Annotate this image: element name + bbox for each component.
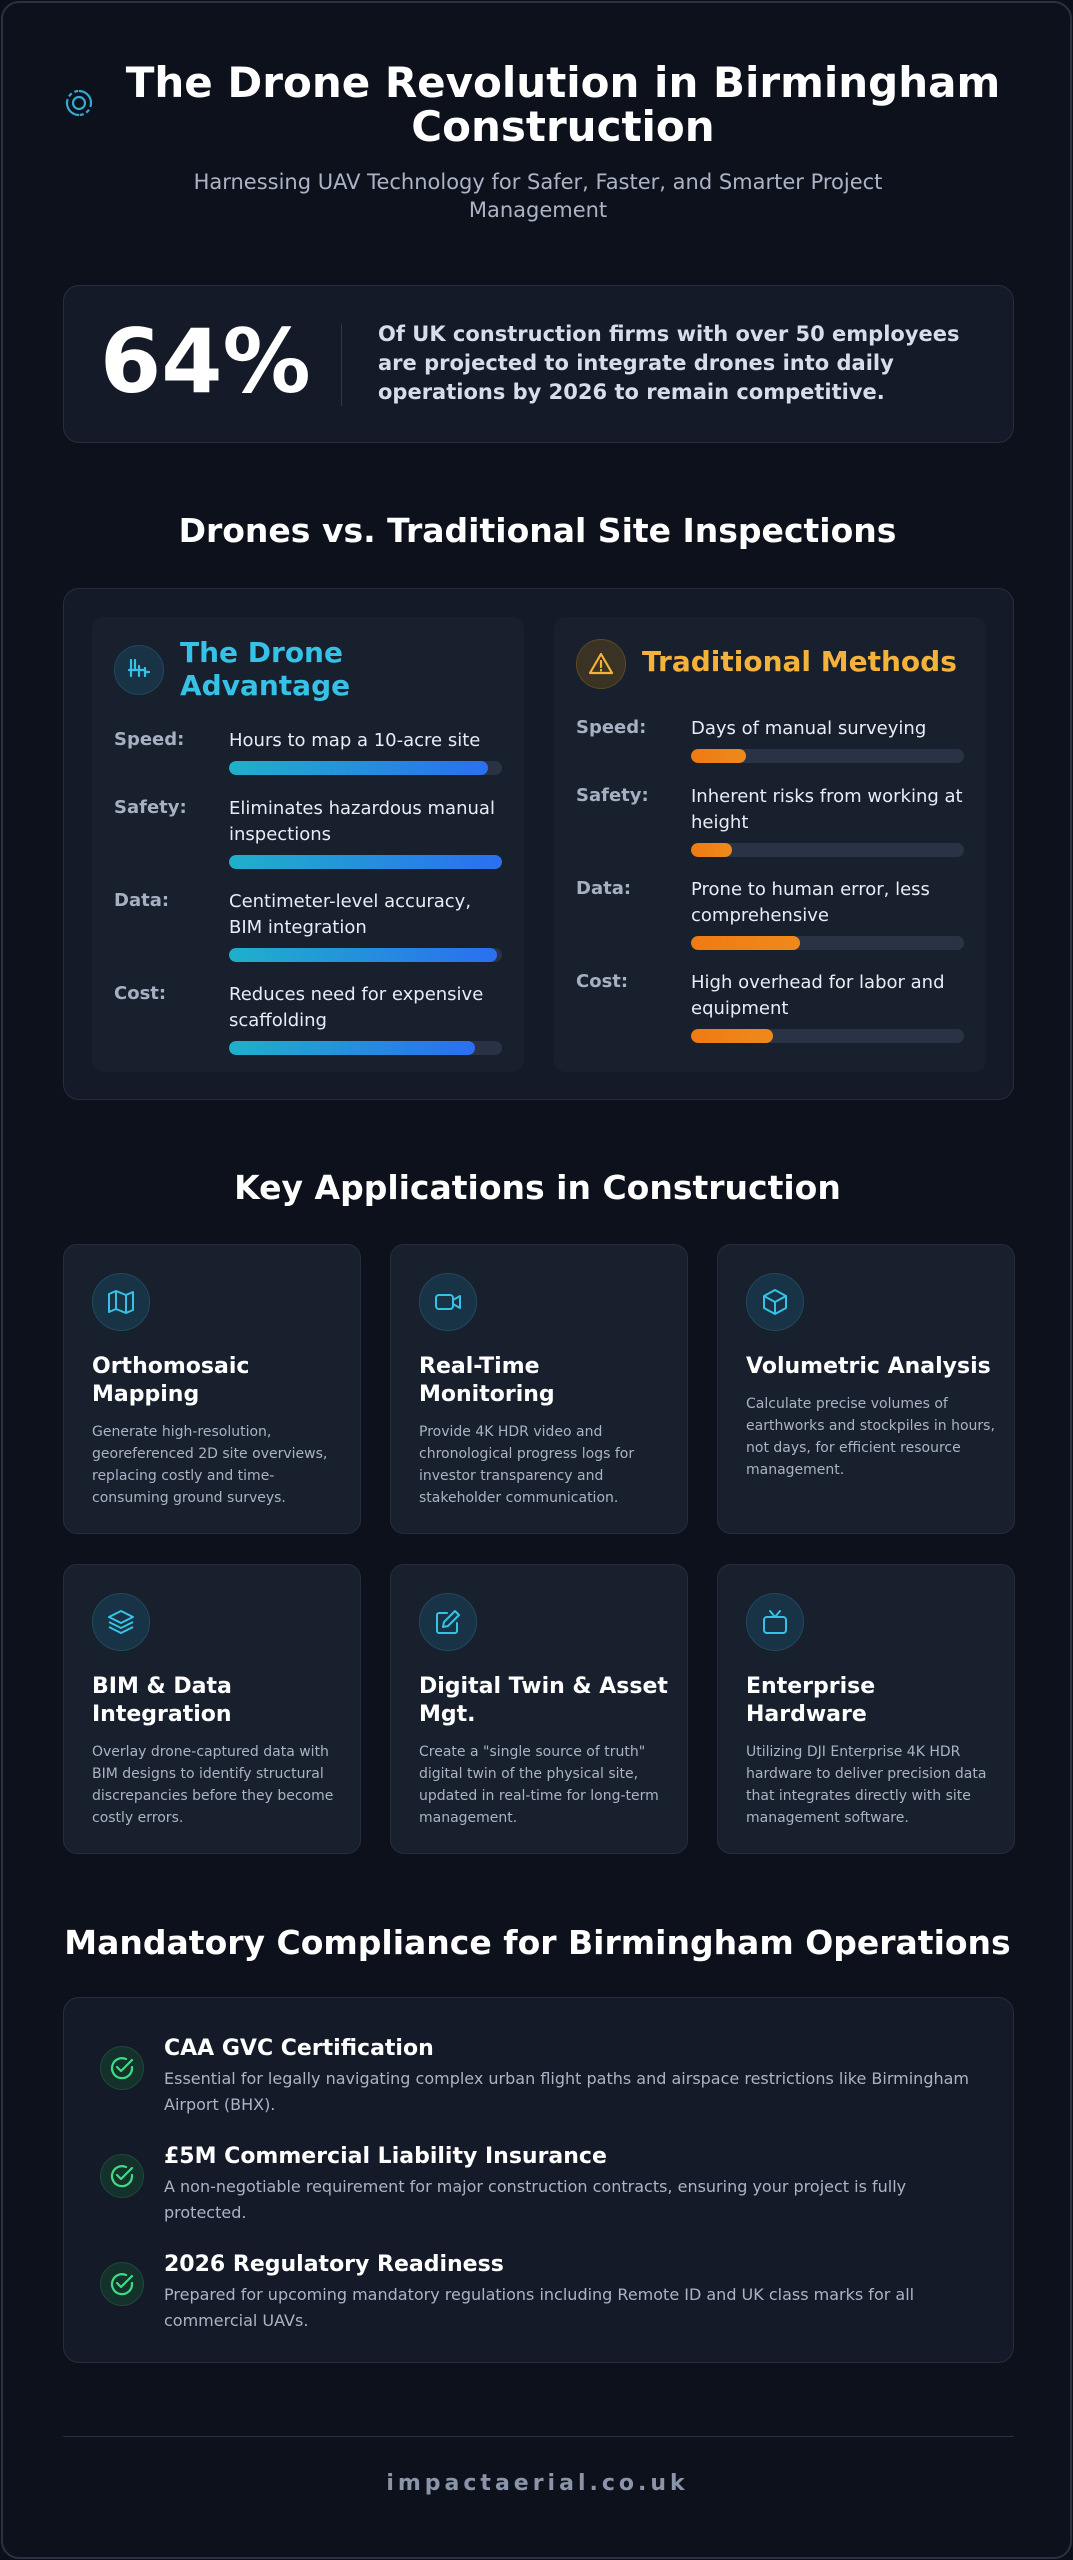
app-title: Real-Time Monitoring <box>419 1354 555 1407</box>
stat-value: 64% <box>100 310 311 413</box>
app-desc: Utilizing DJI Enterprise 4K HDR hardware to deliver precision data that integrates directly with site management software. <box>746 1744 987 1826</box>
metric-label: Safety: <box>114 797 187 818</box>
metric-desc: Days of manual surveying <box>691 718 927 739</box>
comparison-section <box>63 588 1014 1100</box>
drone-panel-title: The Drone Advantage <box>180 636 351 702</box>
app-title: Enterprise Hardware <box>746 1674 876 1727</box>
drone-icon <box>114 645 164 695</box>
traditional-panel-title: Traditional Methods <box>642 645 957 678</box>
metric-bar-fill <box>691 749 746 763</box>
metric-bar <box>229 1041 502 1055</box>
map-icon <box>92 1273 150 1331</box>
metric-desc: Centimeter-level accuracy, BIM integration <box>229 891 472 938</box>
app-desc: Create a "single source of truth" digital twin of the physical site, updated in real-time for long-term management. <box>419 1744 659 1826</box>
app-desc: Provide 4K HDR video and chronological progress logs for investor transparency and stakeholder communication. <box>419 1424 635 1506</box>
metric-bar <box>229 948 502 962</box>
compliance-item-title: 2026 Regulatory Readiness <box>164 2252 504 2277</box>
metric-label: Data: <box>114 890 170 911</box>
metric-label: Safety: <box>576 785 649 806</box>
metric-label: Speed: <box>576 717 647 738</box>
footer-link[interactable]: impactaerial.co.uk <box>386 2471 689 2496</box>
app-title: Orthomosaic Mapping <box>92 1354 250 1407</box>
metric-bar <box>691 936 964 950</box>
compliance-title: Mandatory Compliance for Birmingham Operations <box>64 1923 1011 1962</box>
traditional-methods-panel <box>554 617 986 1072</box>
stat-text: Of UK construction firms with over 50 employees are projected to integrate drones into daily operations by 2026 to remain competitive. <box>378 322 960 404</box>
metric-bar <box>229 761 502 775</box>
layers-icon <box>92 1593 150 1651</box>
compliance-section <box>63 1997 1014 2363</box>
metric-bar-fill <box>229 1041 475 1055</box>
metric-desc: Inherent risks from working at height <box>691 786 963 833</box>
metric-bar-fill <box>229 948 497 962</box>
metric-bar <box>691 843 964 857</box>
stat-divider <box>341 324 342 406</box>
metric-desc: High overhead for labor and equipment <box>691 972 945 1019</box>
metric-bar <box>229 855 502 869</box>
infographic <box>1 1 1072 2559</box>
compliance-item-title: £5M Commercial Liability Insurance <box>164 2144 607 2169</box>
metric-desc: Hours to map a 10-acre site <box>229 730 481 751</box>
metric-bar-fill <box>691 1029 773 1043</box>
app-desc: Generate high-resolution, georeferenced 2D site overviews, replacing costly and time-consuming ground surveys. <box>92 1424 328 1506</box>
metric-label: Speed: <box>114 729 185 750</box>
metric-bar-fill <box>229 855 502 869</box>
check-circle-icon <box>100 2154 144 2198</box>
drone-icon <box>63 87 95 119</box>
compliance-item-desc: Prepared for upcoming mandatory regulations including Remote ID and UK class marks for all commercial UAVs. <box>164 2285 915 2330</box>
drone-advantage-panel <box>92 617 524 1072</box>
page-title: The Drone Revolution in Birmingham Construction <box>125 58 1001 151</box>
metric-desc: Reduces need for expensive scaffolding <box>229 984 484 1031</box>
applications-title: Key Applications in Construction <box>234 1168 841 1207</box>
compliance-item-title: CAA GVC Certification <box>164 2036 434 2061</box>
app-card-bim-data-integration <box>63 1564 361 1854</box>
metric-label: Cost: <box>576 971 629 992</box>
check-circle-icon <box>100 2046 144 2090</box>
app-title: BIM & Data Integration <box>92 1674 232 1727</box>
page-subtitle: Harnessing UAV Technology for Safer, Faster, and Smarter Project Management <box>193 170 883 222</box>
tv-icon <box>746 1593 804 1651</box>
metric-bar-fill <box>691 936 800 950</box>
app-desc: Calculate precise volumes of earthworks and stockpiles in hours, not days, for efficient resource management. <box>746 1396 995 1478</box>
metric-desc: Prone to human error, less comprehensive <box>691 879 930 926</box>
app-card-digital-twin <box>390 1564 688 1854</box>
footer-divider <box>63 2436 1014 2437</box>
metric-bar-fill <box>691 843 732 857</box>
app-card-real-time-monitoring <box>390 1244 688 1534</box>
metric-bar <box>691 749 964 763</box>
metric-bar-fill <box>229 761 488 775</box>
app-title: Digital Twin & Asset Mgt. <box>419 1674 668 1727</box>
metric-bar <box>691 1029 964 1043</box>
metric-label: Cost: <box>114 983 167 1004</box>
app-card-volumetric-analysis <box>717 1244 1015 1534</box>
app-card-enterprise-hardware <box>717 1564 1015 1854</box>
metric-desc: Eliminates hazardous manual inspections <box>229 798 495 845</box>
video-icon <box>419 1273 477 1331</box>
edit-icon <box>419 1593 477 1651</box>
compliance-item-desc: Essential for legally navigating complex urban flight paths and airspace restrictions like Birmingham Airport (BHX). <box>164 2069 969 2114</box>
cube-icon <box>746 1273 804 1331</box>
metric-label: Data: <box>576 878 632 899</box>
app-desc: Overlay drone-captured data with BIM designs to identify structural discrepancies before they become costly errors. <box>92 1744 334 1826</box>
compliance-item-desc: A non-negotiable requirement for major construction contracts, ensuring your project is fully protected. <box>164 2177 907 2222</box>
stat-card <box>63 285 1014 443</box>
comparison-title: Drones vs. Traditional Site Inspections <box>178 511 897 550</box>
check-circle-icon <box>100 2262 144 2306</box>
app-card-orthomosaic-mapping <box>63 1244 361 1534</box>
app-title: Volumetric Analysis <box>746 1354 991 1379</box>
warning-icon <box>576 639 626 689</box>
